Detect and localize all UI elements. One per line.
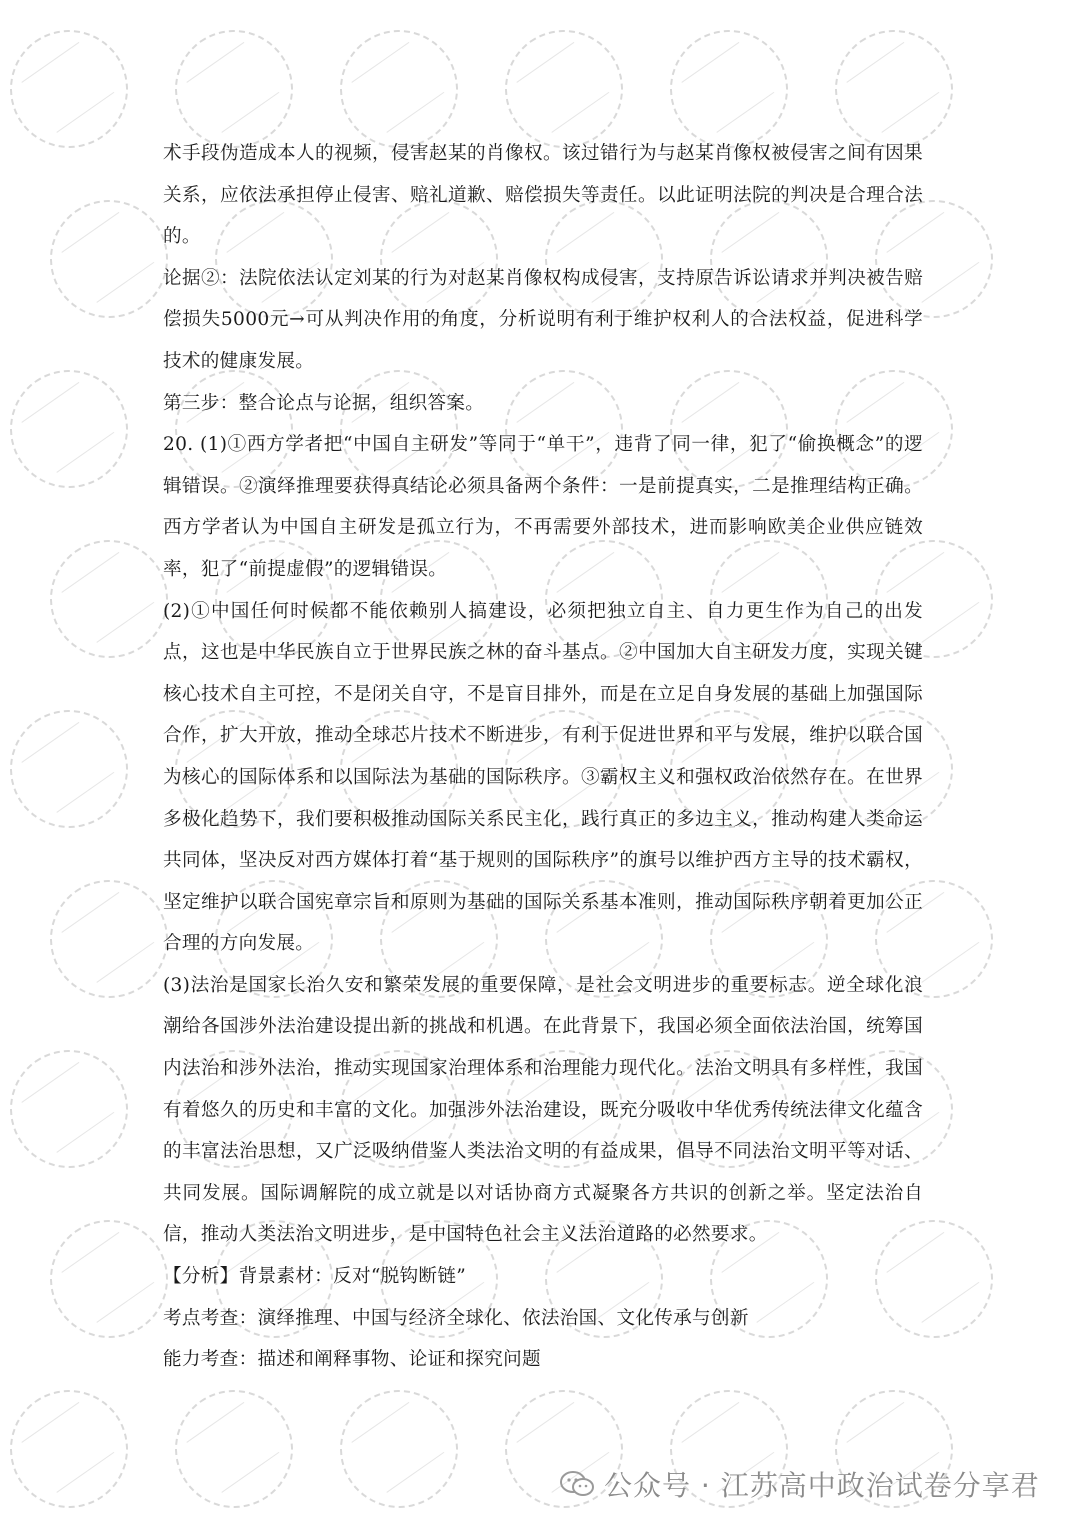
watermark-stamp (0, 687, 151, 851)
paragraph-q20-part1: 20. (1)①西方学者把“中国自主研发”等同于“单干”，违背了同一律，犯了“偷换概念”的逻辑错误。②演绎推理要获得真结论必须具备两个条件：一是前提真实，二是推理结构正确。西方学者认为中国自主研发是孤立行为，不再需要外部技术，进而影响欧美企业供应链效率，犯了“前提虚假”的逻辑错误。 (163, 434, 923, 580)
wechat-icon (560, 1470, 594, 1498)
watermark-stamp (152, 1367, 316, 1531)
watermark-stamp (812, 1367, 976, 1531)
paragraph-step-3: 第三步：整合论点与论据，组织答案。 (163, 392, 485, 414)
watermark-stamp (0, 347, 151, 511)
paragraph-argument-2: 论据②：法院依法认定刘某的行为对赵某肖像权构成侵害，支持原告诉讼请求并判决被告赔偿损失5000元→可从判决作用的角度，分析说明有利于维护权利人的合法权益，促进科学技术的健康发展。 (163, 267, 923, 372)
answer-document-body (163, 133, 923, 1381)
footer-text: 公众号 · 江苏高中政治试卷分享君 (604, 1469, 1040, 1502)
watermark-stamp (482, 1367, 646, 1531)
watermark-stamp (0, 7, 151, 171)
watermark-stamp (0, 1367, 151, 1531)
analysis-abilities: 能力考查：描述和阐释事物、论证和探究问题 (163, 1349, 541, 1371)
analysis-background: 【分析】背景素材：反对“脱钩断链” (163, 1266, 467, 1288)
watermark-stamp (317, 1367, 481, 1531)
footer-account-label (560, 1464, 1040, 1504)
watermark-stamp (647, 1367, 811, 1531)
watermark-stamp (0, 1027, 151, 1191)
analysis-exam-points: 考点考查：演绎推理、中国与经济全球化、依法治国、文化传承与创新 (163, 1307, 749, 1329)
paragraph-continuation: 术手段伪造成本人的视频，侵害赵某的肖像权。该过错行为与赵某肖像权被侵害之间有因果关系，应依法承担停止侵害、赔礼道歉、赔偿损失等责任。以此证明法院的判决是合理合法的。 (163, 143, 923, 248)
paragraph-q20-part2: (2)①中国任何时候都不能依赖别人搞建设，必须把独立自主、自力更生作为自己的出发点，这也是中华民族自立于世界民族之林的奋斗基点。②中国加大自主研发力度，实现关键核心技术自主可控，不是闭关自守，不是盲目排外，而是在立足自身发展的基础上加强国际合作，扩大开放，推动全球芯片技术不断进步，有利于促进世界和平与发展，维护以联合国为核心的国际体系和以国际法为基础的国际秩序。③霸权主义和强权政治依然存在。在世界多极化趋势下，我们要积极推动国际关系民主化，践行真正的多边主义，推动构建人类命运共同体，坚决反对西方媒体打着“基于规则的国际秩序”的旗号以维护西方主导的技术霸权，坚定维护以联合国宪章宗旨和原则为基础的国际关系基本准则，推动国际秩序朝着更加公正合理的方向发展。 (163, 600, 923, 955)
paragraph-q20-part3: (3)法治是国家长治久安和繁荣发展的重要保障，是社会文明进步的重要标志。逆全球化浪潮给各国涉外法治建设提出新的挑战和机遇。在此背景下，我国必须全面依法治国，统筹国内法治和涉外法治，推动实现国家治理体系和治理能力现代化。法治文明具有多样性，我国有着悠久的历史和丰富的文化。加强涉外法治建设，既充分吸收中华优秀传统法律文化蕴含的丰富法治思想，又广泛吸纳借鉴人类法治文明的有益成果，倡导不同法治文明平等对话、共同发展。国际调解院的成立就是以对话协商方式凝聚各方共识的创新之举。坚定法治自信，推动人类法治文明进步，是中国特色社会主义法治道路的必然要求。 (163, 974, 923, 1246)
